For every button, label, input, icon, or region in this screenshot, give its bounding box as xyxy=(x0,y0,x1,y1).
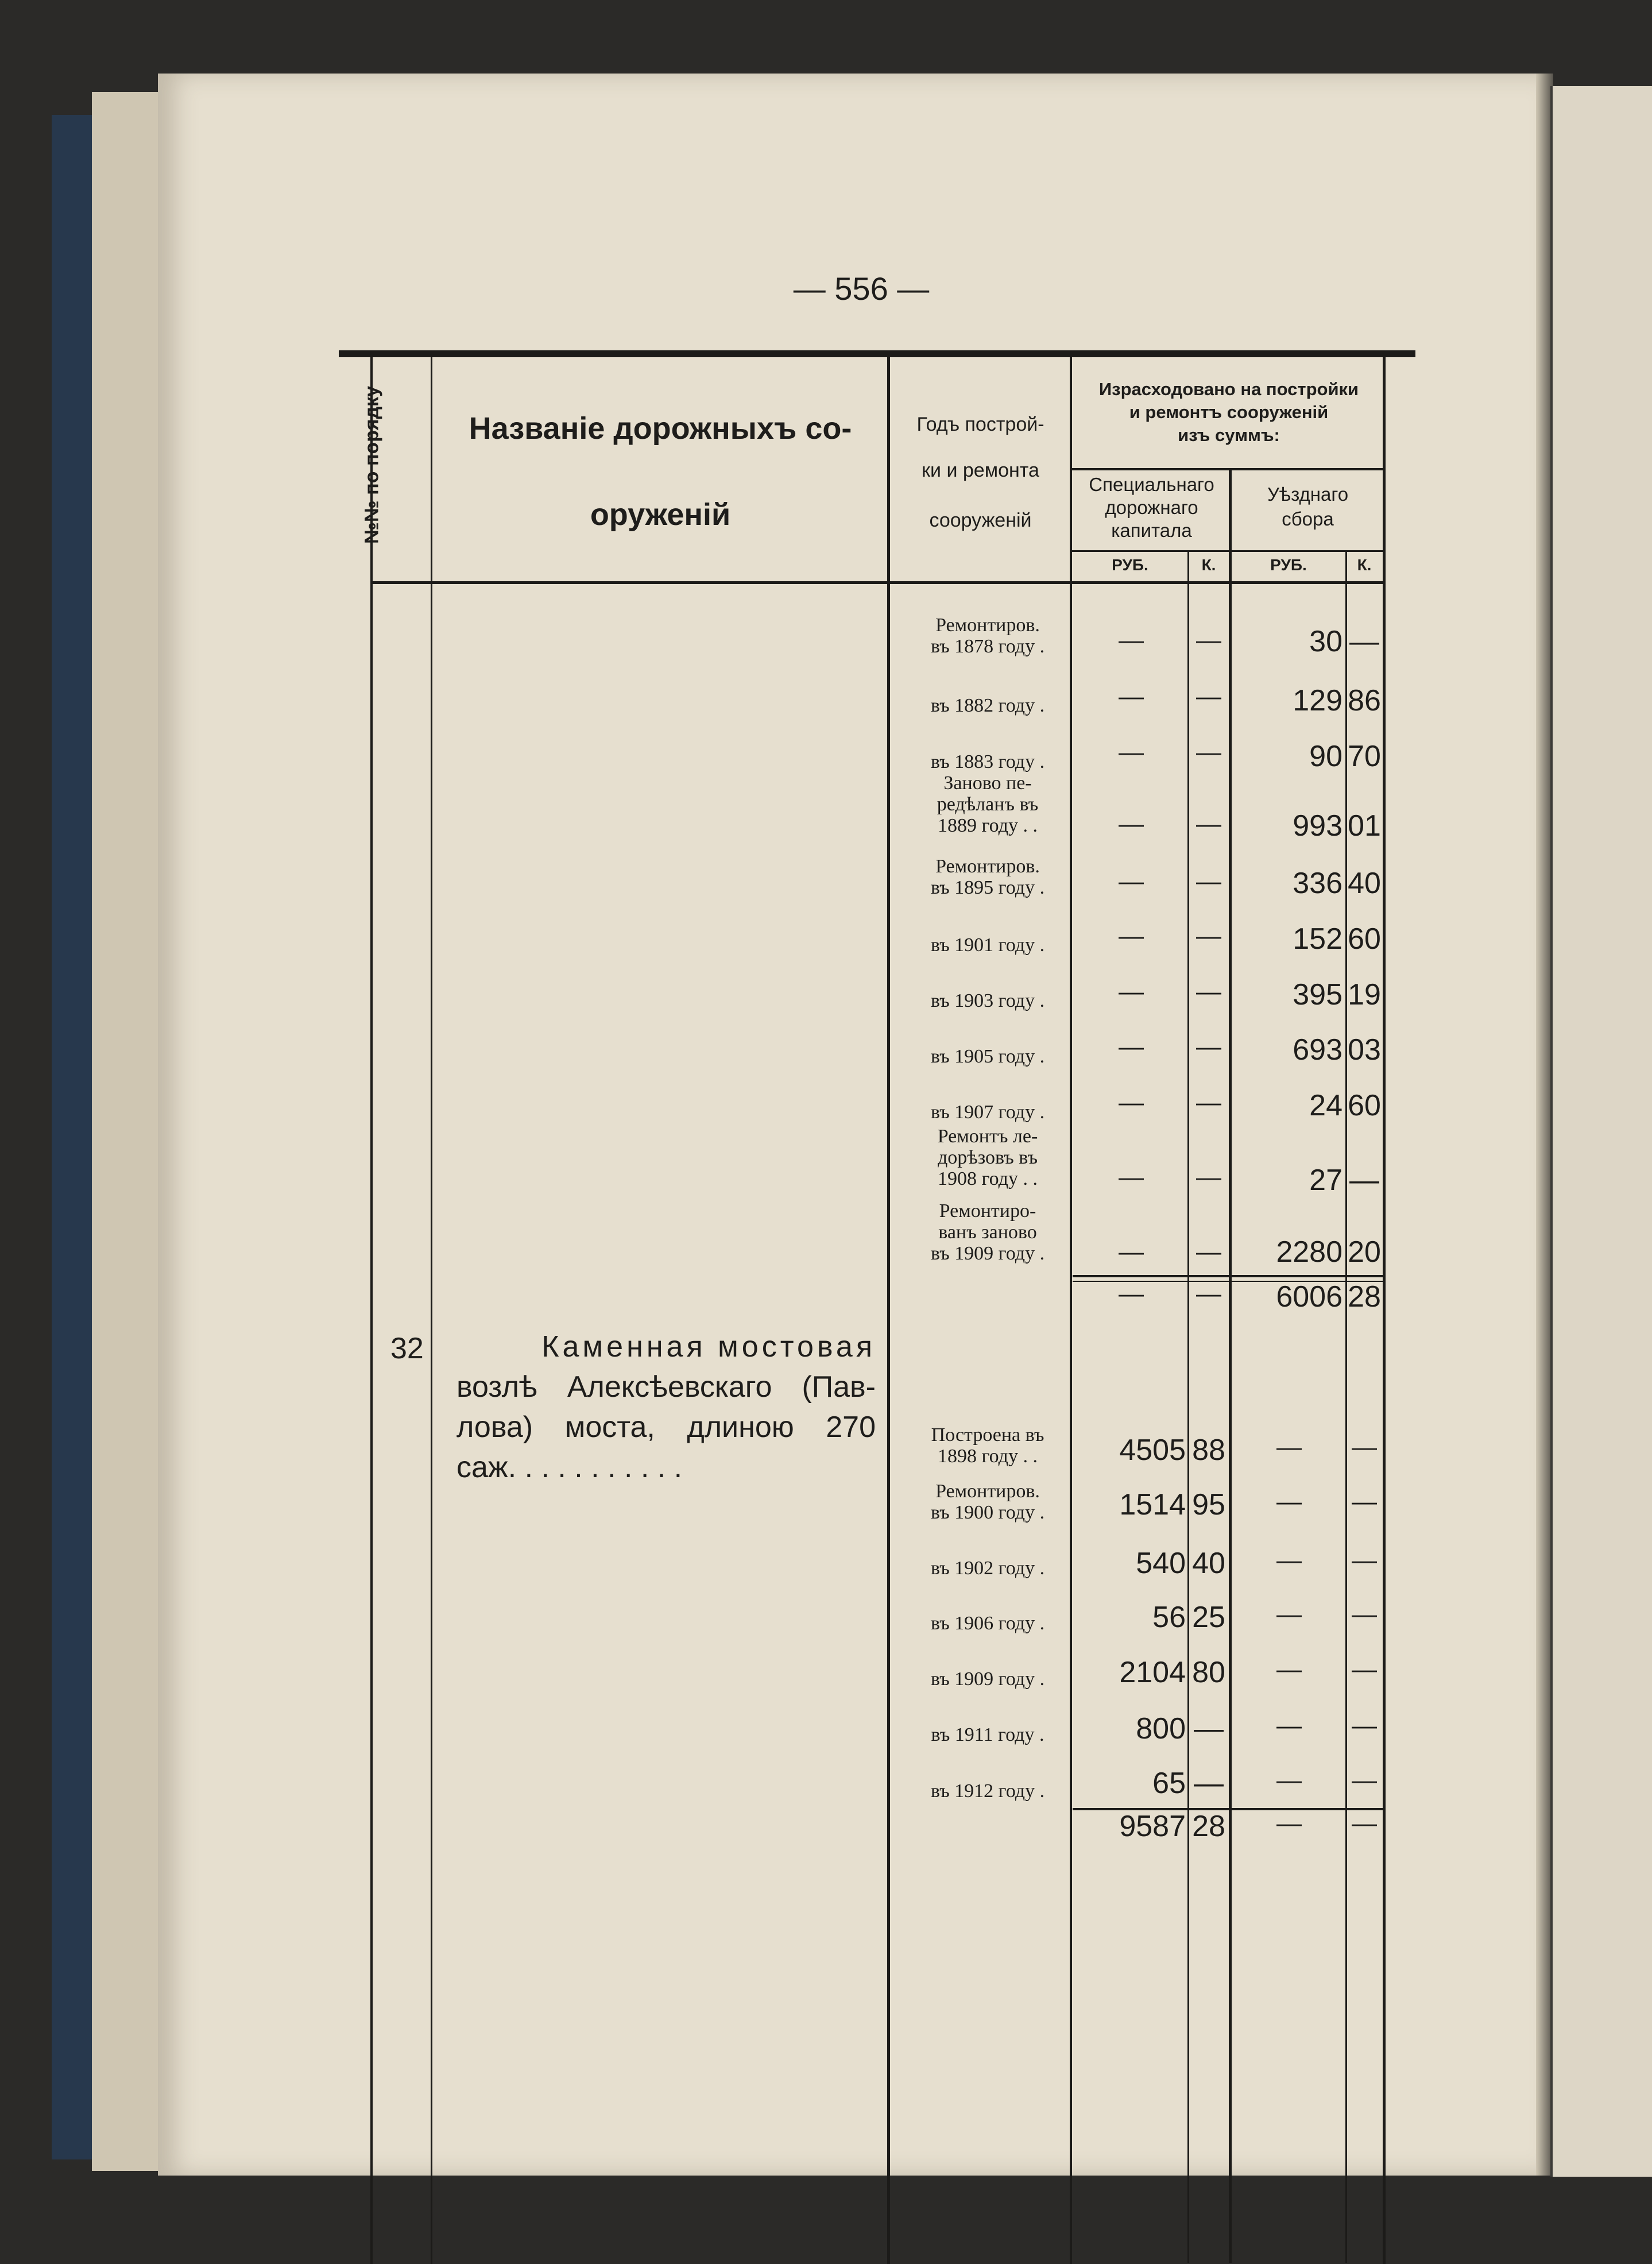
district-rub-dash: — xyxy=(1276,1655,1302,1683)
district-rub: 30 xyxy=(1309,625,1343,658)
special-kop-dash: — xyxy=(1196,626,1221,654)
header-special-line3: капитала xyxy=(1111,520,1192,541)
district-kop-dash: — xyxy=(1352,1433,1377,1461)
district-rub: 152 xyxy=(1293,922,1343,956)
header-spent-line3: изъ суммъ: xyxy=(1178,425,1280,445)
year-cell: въ 1882 году . xyxy=(930,695,1045,716)
special-rub-dash: — xyxy=(1119,626,1144,654)
special-rub: 540 xyxy=(1136,1547,1186,1580)
special-rub-dash: — xyxy=(1119,978,1144,1006)
special-kop-dash: — xyxy=(1196,682,1221,710)
special-rub-dash: — xyxy=(1119,922,1144,950)
district-kop: 20 xyxy=(1348,1235,1381,1269)
facing-page xyxy=(1550,86,1652,2177)
special-rub-dash: — xyxy=(1119,1088,1144,1116)
year-cell: Заново пе- редѣланъ въ 1889 году . . xyxy=(937,772,1039,836)
district-kop: — xyxy=(1349,625,1379,658)
district-rub-dash: — xyxy=(1276,1711,1302,1740)
total-special-kop-dash: — xyxy=(1196,1280,1221,1308)
district-rub: 395 xyxy=(1293,978,1343,1011)
district-rub: 27 xyxy=(1309,1164,1343,1197)
header-rub-special: РУБ. xyxy=(1112,556,1148,574)
col-rule-special xyxy=(1229,468,1232,2263)
special-kop-dash: — xyxy=(1196,1088,1221,1116)
header-special-line2: дорожнаго xyxy=(1105,497,1198,518)
year-cell: Ремонтиров. въ 1895 году . xyxy=(930,856,1045,898)
year-cell: Ремонтиров. въ 1900 году . xyxy=(930,1481,1045,1523)
header-year-line2: ки и ремонта xyxy=(922,459,1039,481)
special-kop: 95 xyxy=(1192,1488,1225,1521)
special-kop: — xyxy=(1194,1767,1224,1800)
special-rub-dash: — xyxy=(1119,1163,1144,1191)
header-bottom-rule xyxy=(370,581,1384,584)
special-kop-dash: — xyxy=(1196,810,1221,838)
special-kop-dash: — xyxy=(1196,1033,1221,1061)
special-rub-dash: — xyxy=(1119,810,1144,838)
district-rub: 129 xyxy=(1293,684,1343,717)
district-rub-dash: — xyxy=(1276,1488,1302,1516)
year-cell: Построена въ 1898 году . . xyxy=(931,1424,1044,1467)
special-kop: 80 xyxy=(1192,1656,1225,1689)
total-special-rub-dash: — xyxy=(1119,1280,1144,1308)
district-rub: 693 xyxy=(1293,1033,1343,1067)
header-spent-line1: Израсходовано на постройки xyxy=(1098,379,1359,399)
special-kop-dash: — xyxy=(1196,738,1221,766)
col-rule-kop1 xyxy=(1187,551,1189,2263)
district-kop: 60 xyxy=(1348,922,1381,956)
district-kop-dash: — xyxy=(1352,1546,1377,1574)
year-cell: Ремонтъ ле- дорѣзовъ въ 1908 году . . xyxy=(937,1126,1038,1189)
structure-name: Каменная мостовая возлѣ Алексѣевскаго (Пав- лова) моста, длиною 270 саж. . . . . . . . . . . xyxy=(456,1330,876,1484)
header-rub-district: РУБ. xyxy=(1270,556,1307,574)
special-rub: 4505 xyxy=(1119,1434,1186,1467)
district-rub: 2280 xyxy=(1276,1235,1343,1269)
district-kop: 60 xyxy=(1348,1089,1381,1122)
total-district-rub: 6006 xyxy=(1276,1280,1343,1313)
special-kop-dash: — xyxy=(1196,922,1221,950)
total-special-rub: 9587 xyxy=(1119,1810,1186,1843)
col-rule-name xyxy=(887,357,890,2264)
col-rule-right xyxy=(1383,357,1386,2264)
year-cell: въ 1901 году . xyxy=(930,934,1045,956)
district-kop: 01 xyxy=(1348,809,1381,843)
page-number: — 556 — xyxy=(793,271,930,307)
special-rub-dash: — xyxy=(1119,1238,1144,1266)
district-kop-dash: — xyxy=(1352,1711,1377,1740)
header-kop-special: К. xyxy=(1201,556,1216,574)
header-name-line2: оруженій xyxy=(590,497,731,532)
year-cell: въ 1909 году . xyxy=(930,1668,1045,1690)
year-cell: Ремонтиров. въ 1878 году . xyxy=(930,615,1045,657)
header-spent-line2: и ремонтъ сооруженій xyxy=(1129,402,1329,422)
special-rub-dash: — xyxy=(1119,682,1144,710)
district-rub-dash: — xyxy=(1276,1433,1302,1461)
special-rub: 2104 xyxy=(1119,1656,1186,1689)
district-rub-dash: — xyxy=(1276,1600,1302,1628)
district-kop-dash: — xyxy=(1352,1655,1377,1683)
year-cell: Ремонтиро- ванъ заново въ 1909 году . xyxy=(930,1200,1045,1264)
district-kop: 70 xyxy=(1348,740,1381,773)
year-cell: въ 1902 году . xyxy=(930,1558,1045,1579)
year-cell: въ 1905 году . xyxy=(930,1046,1045,1067)
district-kop-dash: — xyxy=(1352,1600,1377,1628)
district-rub-dash: — xyxy=(1276,1546,1302,1574)
district-kop: 03 xyxy=(1348,1033,1381,1067)
total-district-kop-dash: — xyxy=(1352,1809,1377,1837)
header-sub-rule xyxy=(1071,550,1384,552)
header-district-line2: сбора xyxy=(1282,508,1334,530)
district-kop-dash: — xyxy=(1352,1766,1377,1794)
header-year-line3: сооруженій xyxy=(929,509,1032,531)
special-kop: 25 xyxy=(1192,1601,1225,1634)
district-rub: 336 xyxy=(1293,867,1343,900)
header-special-line1: Специальнаго xyxy=(1089,474,1214,495)
col-rule-index xyxy=(370,357,373,2264)
table-top-rule xyxy=(339,350,1415,357)
header-name-line1: Названіе дорожныхъ со- xyxy=(469,411,852,446)
col-rule-index-right xyxy=(431,357,432,2264)
total-special-kop: 28 xyxy=(1192,1810,1225,1843)
district-rub: 24 xyxy=(1309,1089,1343,1122)
special-kop-dash: — xyxy=(1196,978,1221,1006)
year-cell: въ 1907 году . xyxy=(930,1102,1045,1123)
district-rub-dash: — xyxy=(1276,1766,1302,1794)
special-kop: — xyxy=(1194,1712,1224,1745)
special-kop-dash: — xyxy=(1196,1238,1221,1266)
district-kop-dash: — xyxy=(1352,1488,1377,1516)
district-rub: 90 xyxy=(1309,740,1343,773)
district-kop: 40 xyxy=(1348,867,1381,900)
district-kop: — xyxy=(1349,1164,1379,1197)
total-rule-1 xyxy=(1073,1275,1383,1277)
header-year-line1: Годъ построй- xyxy=(916,414,1044,435)
header-district-line1: Уѣзднаго xyxy=(1267,484,1349,505)
special-kop: 88 xyxy=(1192,1434,1225,1467)
special-kop-dash: — xyxy=(1196,867,1221,895)
total-district-kop: 28 xyxy=(1348,1280,1381,1313)
header-mid-rule xyxy=(1071,468,1384,470)
special-rub: 56 xyxy=(1152,1601,1186,1634)
year-cell: въ 1912 году . xyxy=(930,1780,1045,1802)
year-cell: въ 1911 году . xyxy=(931,1724,1044,1745)
district-kop: 86 xyxy=(1348,684,1381,717)
special-kop-dash: — xyxy=(1196,1163,1221,1191)
row-index: 32 xyxy=(390,1332,424,1365)
special-rub-dash: — xyxy=(1119,1033,1144,1061)
header-kop-district: К. xyxy=(1357,556,1372,574)
special-rub: 1514 xyxy=(1119,1488,1186,1521)
district-rub: 993 xyxy=(1293,809,1343,843)
year-cell: въ 1883 году . xyxy=(930,751,1045,772)
district-kop: 19 xyxy=(1348,978,1381,1011)
year-cell: въ 1903 году . xyxy=(930,990,1045,1011)
special-rub: 800 xyxy=(1136,1712,1186,1745)
special-rub-dash: — xyxy=(1119,867,1144,895)
special-rub-dash: — xyxy=(1119,738,1144,766)
header-index-col: №№ по порядку xyxy=(361,386,383,544)
special-rub: 65 xyxy=(1152,1767,1186,1800)
special-kop: 40 xyxy=(1192,1547,1225,1580)
total-district-rub-dash: — xyxy=(1276,1809,1302,1837)
year-cell: въ 1906 году . xyxy=(930,1613,1045,1634)
col-rule-kop2 xyxy=(1345,551,1347,2263)
